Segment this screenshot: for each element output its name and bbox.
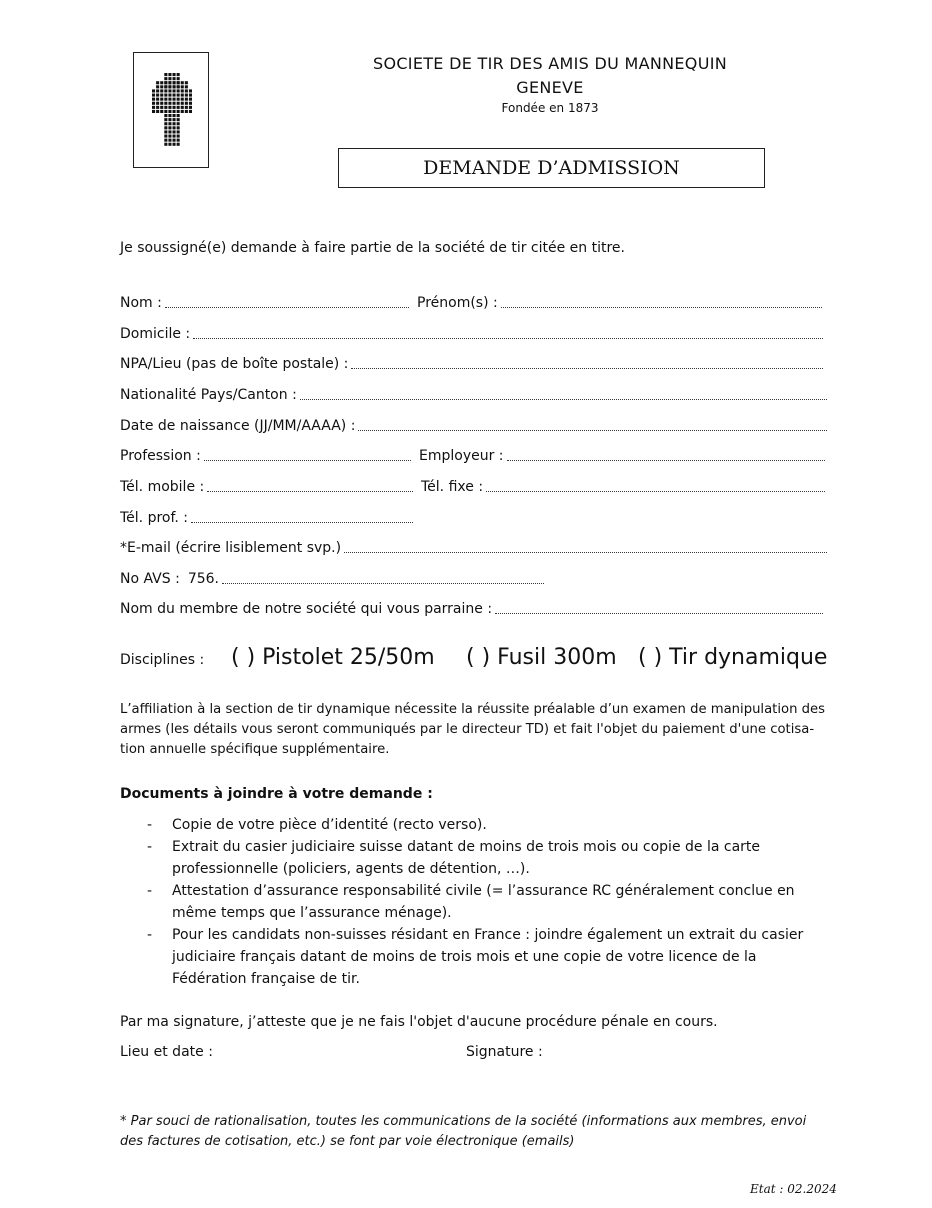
documents-list <box>120 814 840 990</box>
society-city: GENEVE <box>516 78 584 97</box>
field-nom <box>120 291 412 311</box>
tel-fixe-label: Tél. fixe : <box>421 479 484 495</box>
tel-prof-label: Tél. prof. : <box>120 510 189 526</box>
domicile-label: Domicile : <box>120 326 191 342</box>
founded-year: Fondée en 1873 <box>501 101 599 115</box>
discipline-tir-dynamique[interactable]: ( ) Tir dynamique <box>638 645 828 670</box>
avs-input[interactable] <box>222 571 544 584</box>
naissance-input[interactable] <box>358 418 827 431</box>
profession-input[interactable] <box>204 448 411 461</box>
disciplines-label: Disciplines : <box>120 652 205 668</box>
domicile-input[interactable] <box>193 326 823 339</box>
email-label: *E-mail (écrire lisiblement svp.) <box>120 540 342 556</box>
nationalite-input[interactable] <box>300 387 827 400</box>
dynamic-note-line: L’affiliation à la section de tir dynamique nécessite la réussite préalable d’un examen de manipulation des <box>120 702 825 717</box>
npa-input[interactable] <box>351 356 823 369</box>
footnote <box>120 1112 840 1152</box>
employeur-input[interactable] <box>507 448 825 461</box>
dynamic-note-line: armes (les détails vous seront communiqués par le directeur TD) et fait l'objet du paiement d'une cotisa- <box>120 722 815 737</box>
prenom-label: Prénom(s) : <box>417 295 498 311</box>
parrain-label: Nom du membre de notre société qui vous parraine : <box>120 601 493 617</box>
mannequin-target-icon <box>134 53 210 169</box>
email-input[interactable] <box>344 540 827 553</box>
form-title: DEMANDE D’ADMISSION <box>338 148 765 188</box>
signature-input[interactable] <box>552 1040 822 1064</box>
field-npa <box>120 352 826 372</box>
field-domicile <box>120 322 826 342</box>
attestation-text: Par ma signature, j’atteste que je ne fais l'objet d'aucune procédure pénale en cours. <box>120 1014 718 1030</box>
field-prenom <box>417 291 825 311</box>
field-tel-mobile <box>120 475 416 495</box>
field-naissance <box>120 414 830 434</box>
lieu-date-label: Lieu et date : <box>120 1044 213 1060</box>
dynamic-note <box>120 700 830 760</box>
prenom-input[interactable] <box>501 295 822 308</box>
field-profession <box>120 444 414 464</box>
field-tel-prof <box>120 506 416 526</box>
revision-date: Etat : 02.2024 <box>750 1182 837 1196</box>
avs-label: No AVS : <box>120 571 180 587</box>
discipline-fusil[interactable]: ( ) Fusil 300m <box>466 645 617 670</box>
tel-fixe-input[interactable] <box>486 479 825 492</box>
document-item: - Extrait du casier judiciaire suisse datant de moins de trois mois ou copie de la carte professionnelle (policiers, agents de détention, …). <box>120 836 840 880</box>
document-item: - Attestation d’assurance responsabilité civile (= l’assurance RC généralement conclue en même temps que l’assurance ménage). <box>120 880 840 924</box>
nationalite-label: Nationalité Pays/Canton : <box>120 387 297 403</box>
discipline-pistolet[interactable]: ( ) Pistolet 25/50m <box>231 645 435 670</box>
field-avs <box>120 567 547 587</box>
signature-label: Signature : <box>466 1044 543 1060</box>
tel-mobile-label: Tél. mobile : <box>120 479 205 495</box>
tel-mobile-input[interactable] <box>207 479 413 492</box>
field-email <box>120 536 830 556</box>
document-item: - Pour les candidats non-suisses résidant en France : joindre également un extrait du casier judiciaire français datant de moins de trois mois et une copie de votre licence de la Fédération française de tir. <box>120 924 840 990</box>
field-parrain <box>120 597 826 617</box>
document-item: - Copie de votre pièce d’identité (recto verso). <box>120 814 840 836</box>
field-nationalite <box>120 383 830 403</box>
avs-prefix: 756. <box>187 571 219 587</box>
footnote-line: des factures de cotisation, etc.) se font par voie électronique (emails) <box>120 1134 575 1149</box>
documents-heading: Documents à joindre à votre demande : <box>120 786 433 802</box>
field-tel-fixe <box>421 475 828 495</box>
lieu-date-input[interactable] <box>222 1040 452 1064</box>
dynamic-note-line: tion annuelle spécifique supplémentaire. <box>120 742 390 757</box>
employeur-label: Employeur : <box>419 448 504 464</box>
footnote-line: * Par souci de rationalisation, toutes les communications de la société (informations aux membres, envoi <box>120 1114 807 1129</box>
nom-input[interactable] <box>165 295 409 308</box>
field-employeur <box>419 444 828 464</box>
society-logo <box>133 52 209 168</box>
intro-text: Je soussigné(e) demande à faire partie de la société de tir citée en titre. <box>120 240 625 256</box>
profession-label: Profession : <box>120 448 201 464</box>
tel-prof-input[interactable] <box>191 510 413 523</box>
parrain-input[interactable] <box>495 601 823 614</box>
nom-label: Nom : <box>120 295 162 311</box>
society-name: SOCIETE DE TIR DES AMIS DU MANNEQUIN <box>372 54 728 73</box>
naissance-label: Date de naissance (JJ/MM/AAAA) : <box>120 418 356 434</box>
npa-label: NPA/Lieu (pas de boîte postale) : <box>120 356 349 372</box>
